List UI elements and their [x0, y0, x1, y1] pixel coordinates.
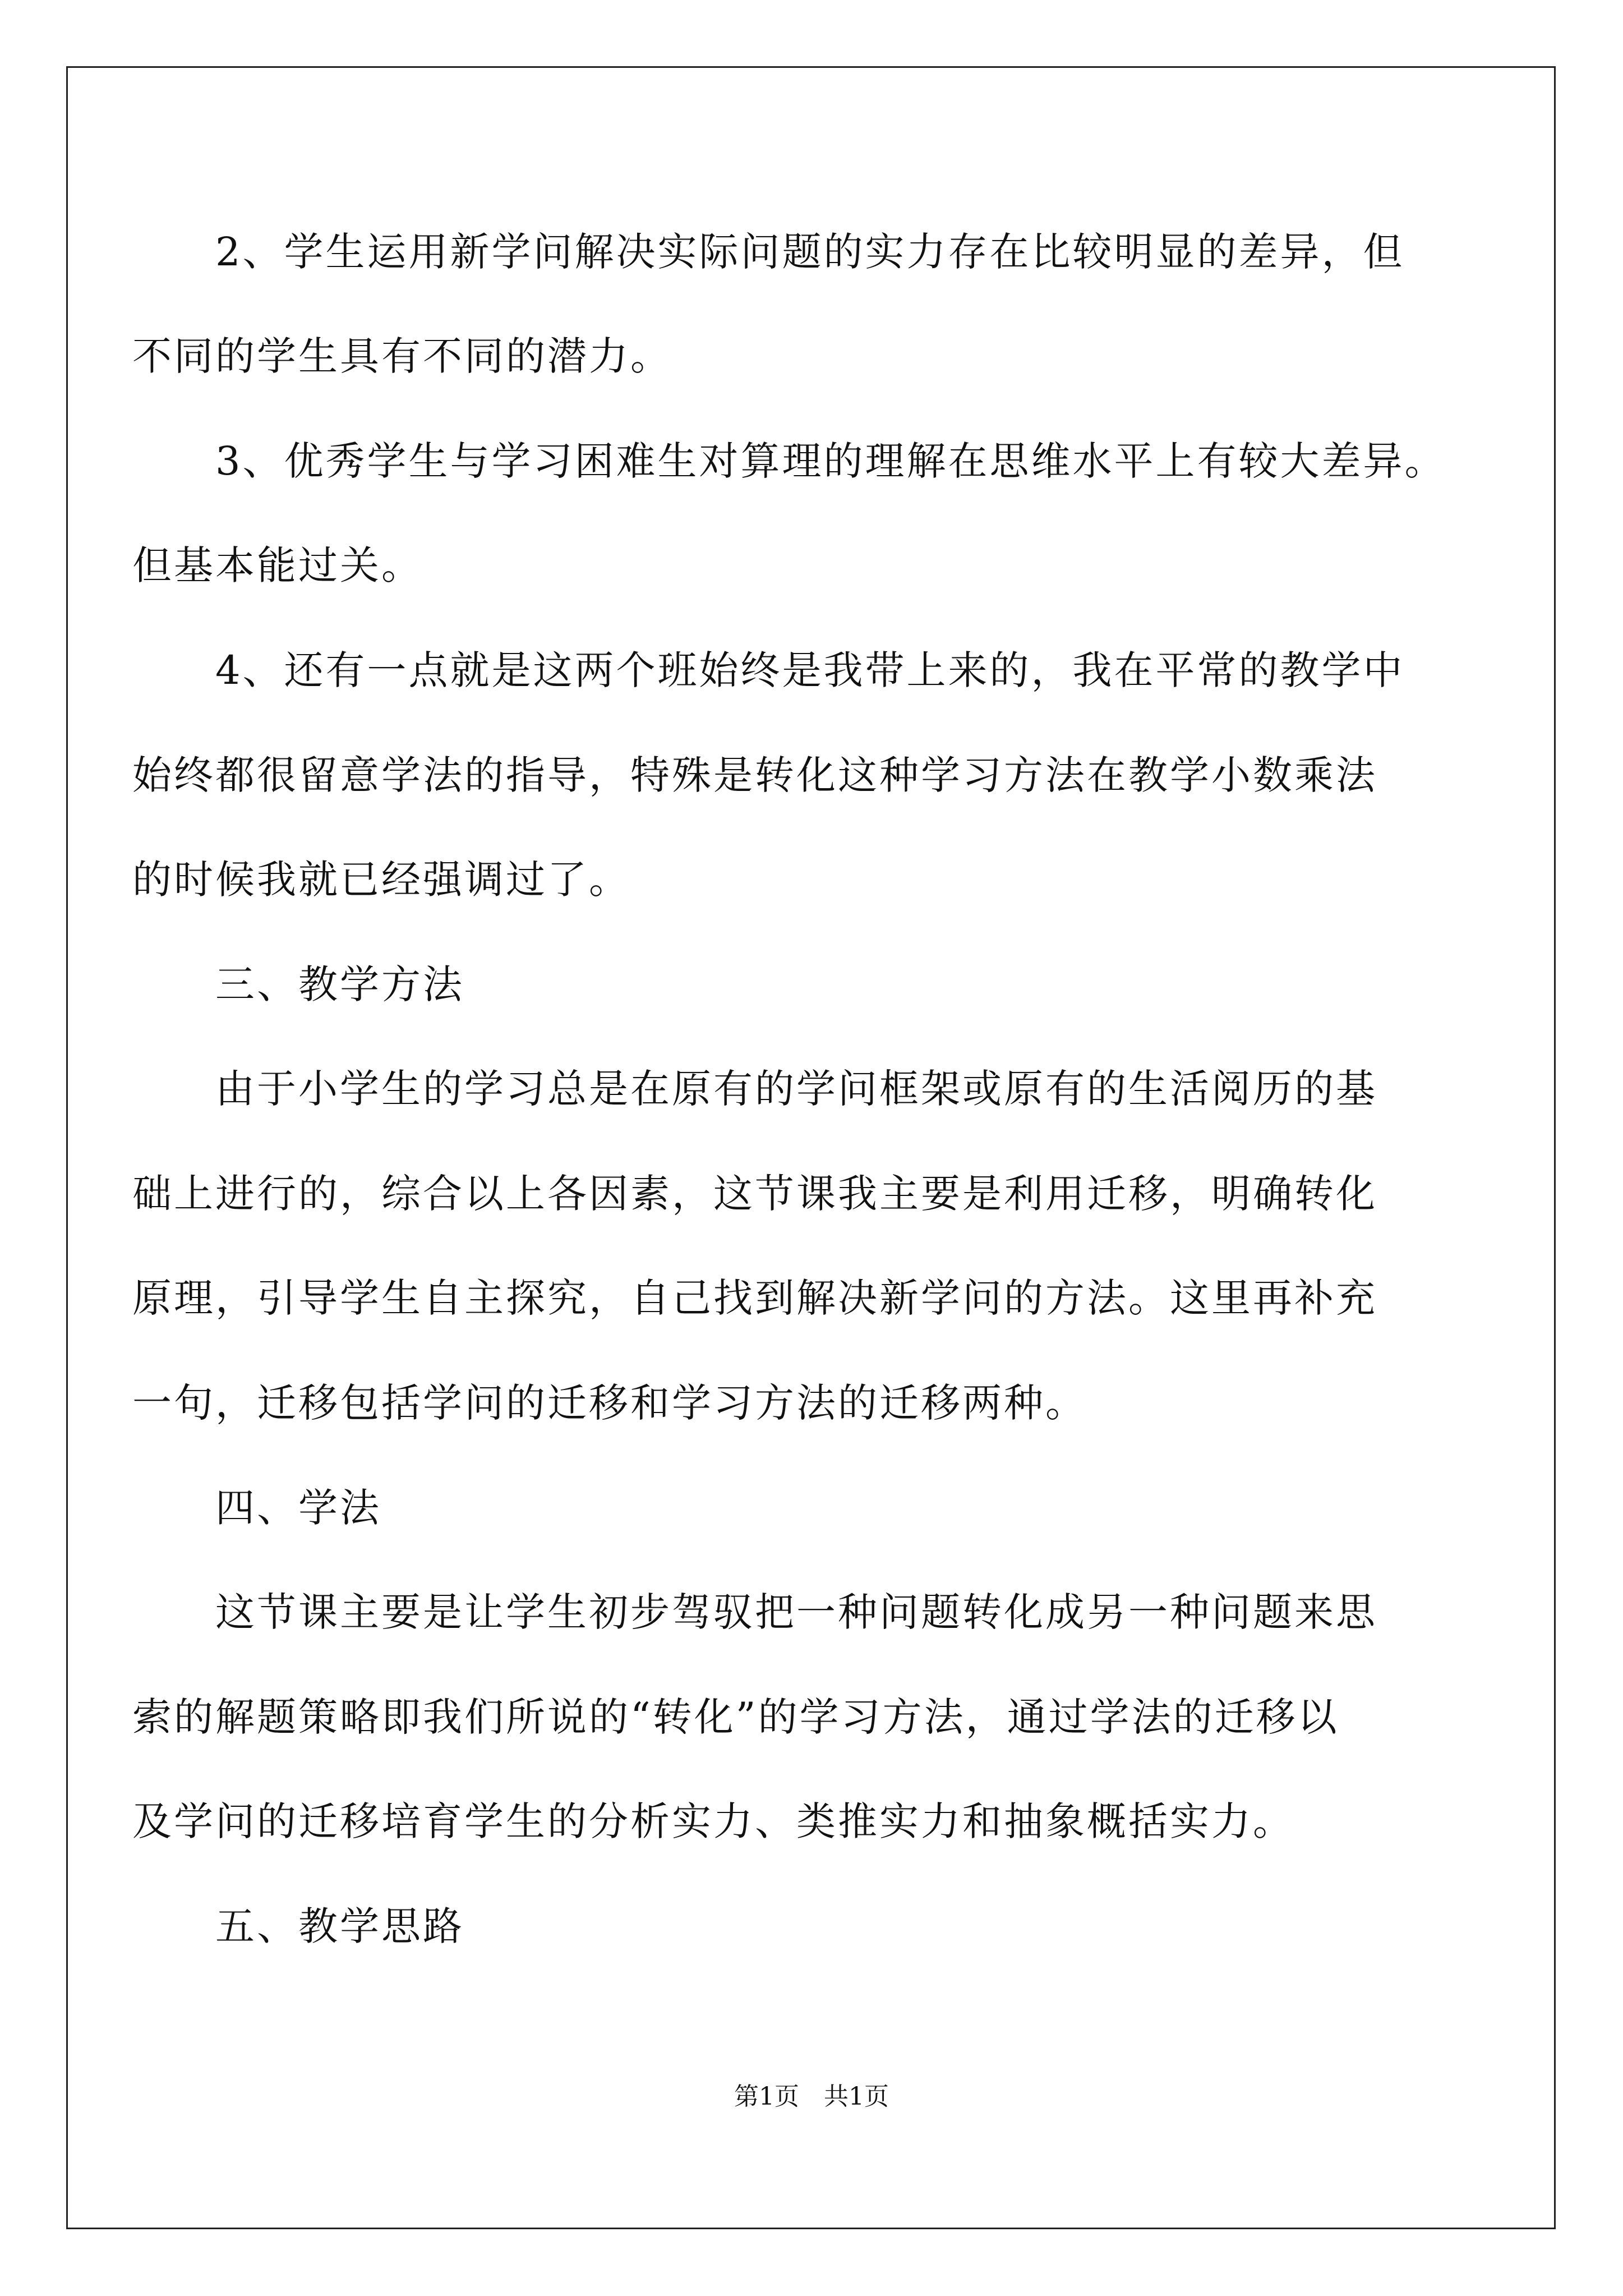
paragraph-line: 础上进行的，综合以上各因素，这节课我主要是利用迁移，明确转化: [132, 1171, 1377, 1217]
page-footer: 第1页 共1页: [734, 2082, 889, 2111]
section-heading: 四、学法: [215, 1485, 381, 1531]
paragraph-line: 4、还有一点就是这两个班始终是我带上来的，我在平常的教学中: [215, 647, 1405, 693]
paragraph-line: 但基本能过关。: [132, 542, 423, 588]
paragraph-line: 一句，迁移包括学问的迁移和学习方法的迁移两种。: [132, 1380, 1087, 1426]
paragraph-line: 由于小学生的学习总是在原有的学问框架或原有的生活阅历的基: [215, 1066, 1377, 1112]
paragraph-line: 及学问的迁移培育学生的分析实力、类推实力和抽象概括实力。: [132, 1798, 1294, 1844]
section-heading: 五、教学思路: [215, 1903, 464, 1949]
paragraph-line: 原理，引导学生自主探究，自己找到解决新学问的方法。这里再补充: [132, 1275, 1377, 1321]
paragraph-line: 3、优秀学生与学习困难生对算理的理解在思维水平上有较大差异。: [215, 438, 1446, 484]
paragraph-line: 不同的学生具有不同的潜力。: [132, 333, 672, 379]
section-heading: 三、教学方法: [215, 961, 464, 1007]
paragraph-line: 2、学生运用新学问解决实际问题的实力存在比较明显的差异，但: [215, 229, 1405, 275]
paragraph-line: 的时候我就已经强调过了。: [132, 857, 630, 903]
paragraph-line: 索的解题策略即我们所说的“转化”的学习方法，通过学法的迁移以: [132, 1694, 1339, 1740]
paragraph-line: 这节课主要是让学生初步驾驭把一种问题转化成另一种问题来思: [215, 1589, 1377, 1635]
paragraph-line: 始终都很留意学法的指导，特殊是转化这种学习方法在教学小数乘法: [132, 752, 1377, 798]
